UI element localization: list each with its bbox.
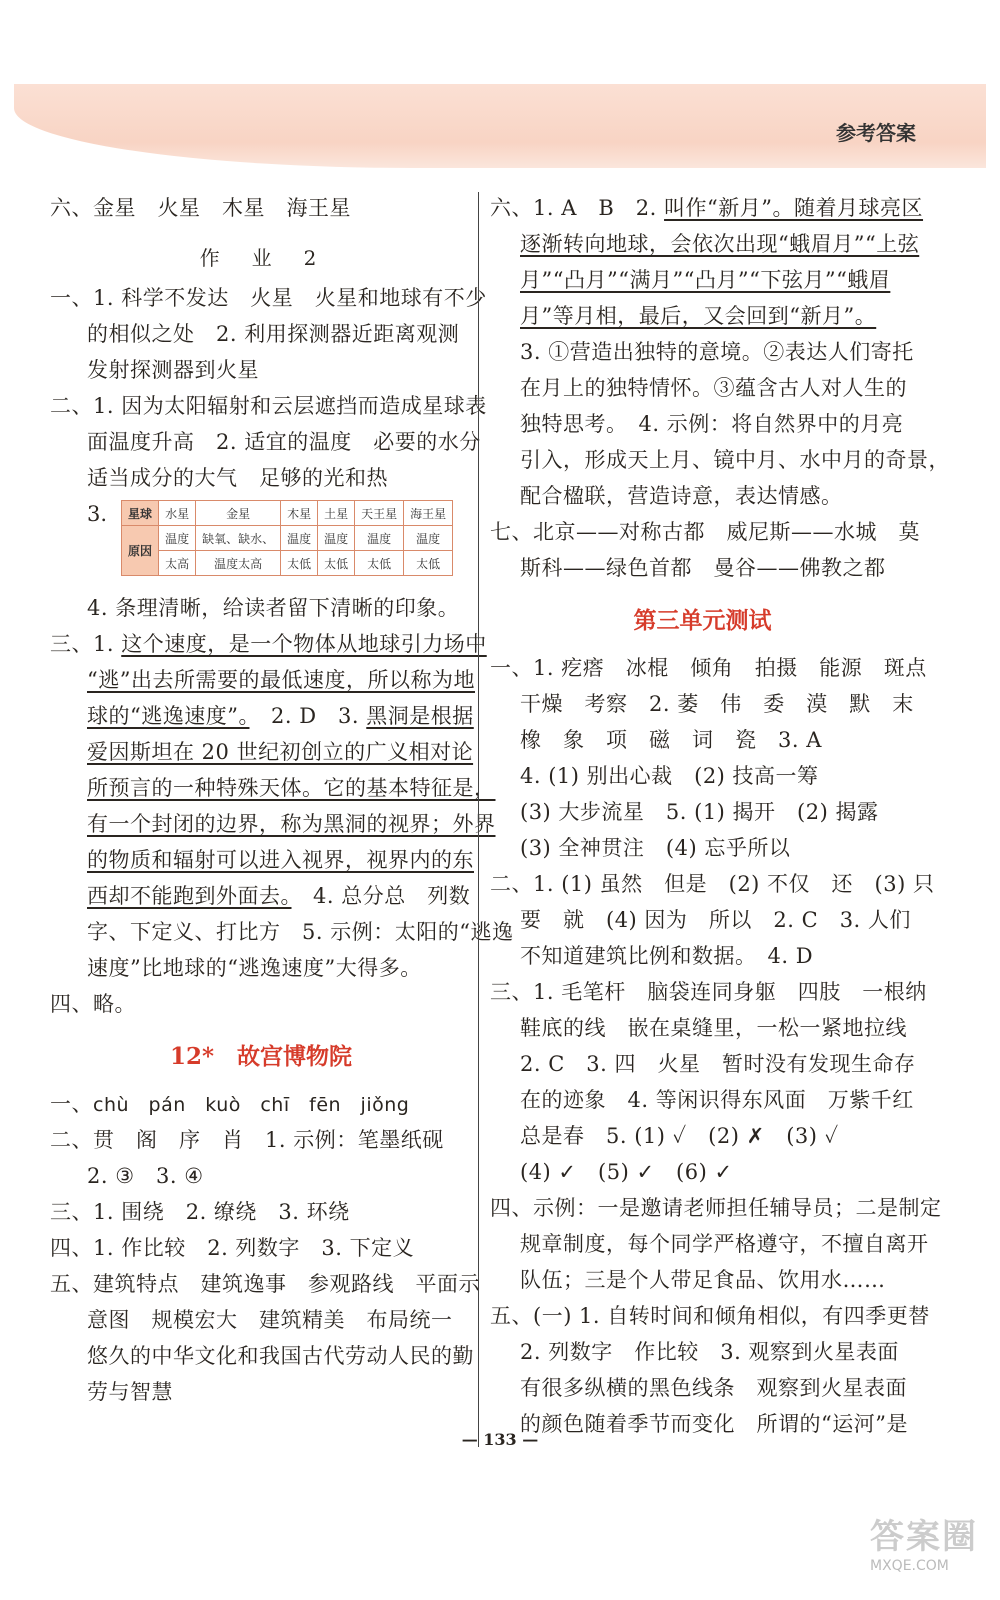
answer-line: 二、1. 因为太阳辐射和云层遮挡而造成星球表 [50, 394, 487, 418]
table-cell: 缺氧、缺水、 [196, 526, 281, 551]
answer-line [50, 626, 487, 662]
table-row [122, 526, 453, 551]
table-cell: 太低 [355, 551, 404, 576]
answer-line: (3) 大步流星 5. (1) 揭开 (2) 揭露 [520, 800, 879, 824]
answer-line: 干燥 考察 2. 萎 伟 委 漠 默 末 [520, 692, 914, 716]
answer-text: 4. 总分总 列数 [291, 884, 471, 908]
answer-line: 独特思考。 4. 示例：将自然界中的月亮 [520, 412, 904, 436]
answer-line [50, 698, 472, 734]
answer-line: 的颜色随着季节而变化 所谓的“运河”是 [520, 1412, 908, 1436]
answer-line [50, 806, 496, 842]
answer-line: 意图 规模宏大 建筑精美 布局统一 [87, 1308, 453, 1332]
answer-number: 三、1. [50, 632, 115, 656]
answer-line: 字、下定义、打比方 5. 示例：太阳的“逃逸 [87, 920, 514, 944]
answer-line: 一、1. 科学不发达 火星 火星和地球有不少 [50, 286, 487, 310]
underlined-text: 黑洞是根据 [366, 704, 474, 728]
planet-reason-table [121, 500, 453, 576]
answer-line: 一、1. 疙瘩 冰棍 倾角 拍摄 能源 斑点 [490, 656, 927, 680]
answer-line: 三、1. 毛笔杆 脑袋连同身躯 四肢 一根纳 [490, 980, 927, 1004]
answer-line: 配合楹联，营造诗意，表达情感。 [520, 484, 843, 508]
answer-line: 鞋底的线 嵌在桌缝里，一松一紧地拉线 [520, 1016, 907, 1040]
underlined-text: 的物质和辐射可以进入视界，视界内的东 [87, 848, 474, 872]
table-row-label: 星球 [122, 501, 159, 526]
answer-line: 的相似之处 2. 利用探测器近距离观测 [87, 322, 460, 346]
table-cell: 温度 [355, 526, 404, 551]
answer-line: 在月上的独特情怀。③蕴含古人对人生的 [520, 376, 907, 400]
answer-line: 橡 象 项 磁 词 瓷 3. A [520, 728, 822, 752]
answer-line: (4) ✓ (5) ✓ (6) ✓ [520, 1160, 733, 1184]
answer-line [50, 734, 472, 770]
answer-line: 二、1. (1) 虽然 但是 (2) 不仅 还 (3) 只 [490, 872, 935, 896]
table-cell: 天王星 [355, 501, 404, 526]
table-cell: 太低 [281, 551, 318, 576]
underlined-text: 球的“逃逸速度”。 [87, 704, 250, 728]
table-cell: 温度太高 [196, 551, 281, 576]
underlined-text: “逃”出去所需要的最低速度，所以称为地 [87, 668, 475, 692]
unit-test-title: 第三单元测试 [633, 607, 772, 634]
underlined-text: 月”“凸月”“满月”“凸月”“下弦月”“蛾眉 [520, 268, 891, 292]
answer-line: (3) 全神贯注 (4) 忘乎所以 [520, 836, 791, 860]
table-cell: 温度 [404, 526, 453, 551]
answer-line: 4. 条理清晰，给读者留下清晰的印象。 [87, 596, 460, 620]
underlined-text: 有一个封闭的边界，称为黑洞的视界；外界 [87, 812, 496, 836]
underlined-text: 西却不能跑到外面去。 [87, 884, 292, 908]
table-cell: 温度 [318, 526, 355, 551]
watermark-text: 答案圈 [870, 1517, 978, 1557]
answer-line: 适当成分的大气 足够的光和热 [87, 466, 388, 490]
answer-line: 悠久的中华文化和我国古代劳动人民的勤 [87, 1344, 474, 1368]
table-cell: 太高 [159, 551, 196, 576]
table-cell: 土星 [318, 501, 355, 526]
answer-line [50, 770, 496, 806]
answer-line: 五、建筑特点 建筑逸事 参观路线 平面示 [50, 1272, 480, 1296]
answer-line: 有很多纵横的黑色线条 观察到火星表面 [520, 1376, 907, 1400]
watermark-logo [870, 1509, 978, 1574]
answer-line: 2. 列数字 作比较 3. 观察到火星表面 [520, 1340, 899, 1364]
answer-line: 2. ③ 3. ④ [87, 1164, 204, 1188]
underlined-text: 叫作“新月”。随着月球亮区 [664, 196, 924, 220]
answer-line: 四、示例：一是邀请老师担任辅导员；二是制定 [490, 1196, 942, 1220]
pinyin-text: chù pán kuò chī fēn jiǒng [93, 1094, 410, 1116]
answer-line [50, 662, 475, 698]
answer-line: 四、1. 作比较 2. 列数字 3. 下定义 [50, 1236, 415, 1260]
answer-line: 七、北京——对称古都 威尼斯——水城 莫 [490, 520, 920, 544]
answer-line [490, 298, 915, 334]
answer-line: 面温度升高 2. 适宜的温度 必要的水分 [87, 430, 481, 454]
answer-line: 总是春 5. (1) ✓ (2) ✗ (3) ✓ [520, 1124, 839, 1148]
answer-number: 3. [87, 502, 108, 526]
table-cell: 金星 [196, 501, 281, 526]
table-row [122, 501, 453, 526]
table-cell: 海王星 [404, 501, 453, 526]
left-column [50, 190, 514, 1410]
answer-line [490, 226, 920, 262]
answer-line: 五、(一) 1. 自转时间和倾角相似，有四季更替 [490, 1304, 930, 1328]
answer-line: 在的迹象 4. 等闲识得东风面 万紫千红 [520, 1088, 914, 1112]
answer-line: 2. C 3. 四 火星 暂时没有发现生命存 [520, 1052, 916, 1076]
table-cell: 水星 [159, 501, 196, 526]
answer-line: 规章制度，每个同学严格遵守，不擅自离开 [520, 1232, 929, 1256]
answer-text: 2. D 3. [249, 704, 360, 728]
answer-line [50, 1086, 472, 1122]
answer-line: 3. ①营造出独特的意境。②表达人们寄托 [520, 340, 914, 364]
underlined-text: 这个速度，是一个物体从地球引力场中 [121, 632, 487, 656]
table-cell: 木星 [281, 501, 318, 526]
answer-line: 劳与智慧 [87, 1380, 173, 1404]
table-cell: 温度 [159, 526, 196, 551]
page-number: — 133 — [461, 1430, 539, 1449]
underlined-text: 月”等月相，最后，又会回到“新月”。 [520, 304, 877, 328]
table-row [122, 551, 453, 576]
answer-line: 4. (1) 别出心裁 (2) 技高一筹 [520, 764, 819, 788]
table-row-label: 原因 [122, 526, 159, 576]
table-cell: 太低 [318, 551, 355, 576]
underlined-text: 爱因斯坦在 20 世纪初创立的广义相对论 [87, 740, 474, 764]
answer-line: 要 就 (4) 因为 所以 2. C 3. 人们 [520, 908, 911, 932]
answer-line: 引入，形成天上月、镜中月、水中月的奇景， [520, 448, 950, 472]
answer-line: 发射探测器到火星 [87, 358, 259, 382]
answer-line [490, 262, 915, 298]
answer-line: 队伍；三是个人带足食品、饮用水…… [520, 1268, 886, 1292]
answer-line: 四、略。 [50, 992, 136, 1016]
page-header-title: 参考答案 [836, 121, 916, 145]
section-heading: 作 业 2 [199, 246, 323, 270]
watermark-url: MXQE.COM [870, 1558, 949, 1574]
lesson-title: 12* 故宫博物院 [169, 1043, 353, 1070]
answer-line [50, 878, 472, 914]
answer-number: 一、 [50, 1092, 93, 1116]
underlined-text: 所预言的一种特殊天体。它的基本特征是， [87, 776, 496, 800]
answer-line [50, 842, 472, 878]
answer-line: 二、贯 阁 序 肖 1. 示例：笔墨纸砚 [50, 1128, 444, 1152]
answer-line: 三、1. 围绕 2. 缭绕 3. 环绕 [50, 1200, 350, 1224]
column-divider [478, 192, 479, 1447]
answer-line: 不知道建筑比例和数据。 4. D [520, 944, 814, 968]
table-cell: 太低 [404, 551, 453, 576]
right-column [490, 190, 950, 1442]
answer-line: 斯科——绿色首都 曼谷——佛教之都 [520, 556, 886, 580]
answer-line: 速度”比地球的“逃逸速度”大得多。 [87, 956, 422, 980]
answer-line: 六、金星 火星 木星 海王星 [50, 196, 351, 220]
underlined-text: 逐渐转向地球，会依次出现“蛾眉月”“上弦 [520, 232, 920, 256]
answer-text: 六、1. A B 2. [490, 196, 657, 220]
answer-line [490, 190, 924, 226]
table-cell: 温度 [281, 526, 318, 551]
planet-table-row [50, 496, 472, 590]
